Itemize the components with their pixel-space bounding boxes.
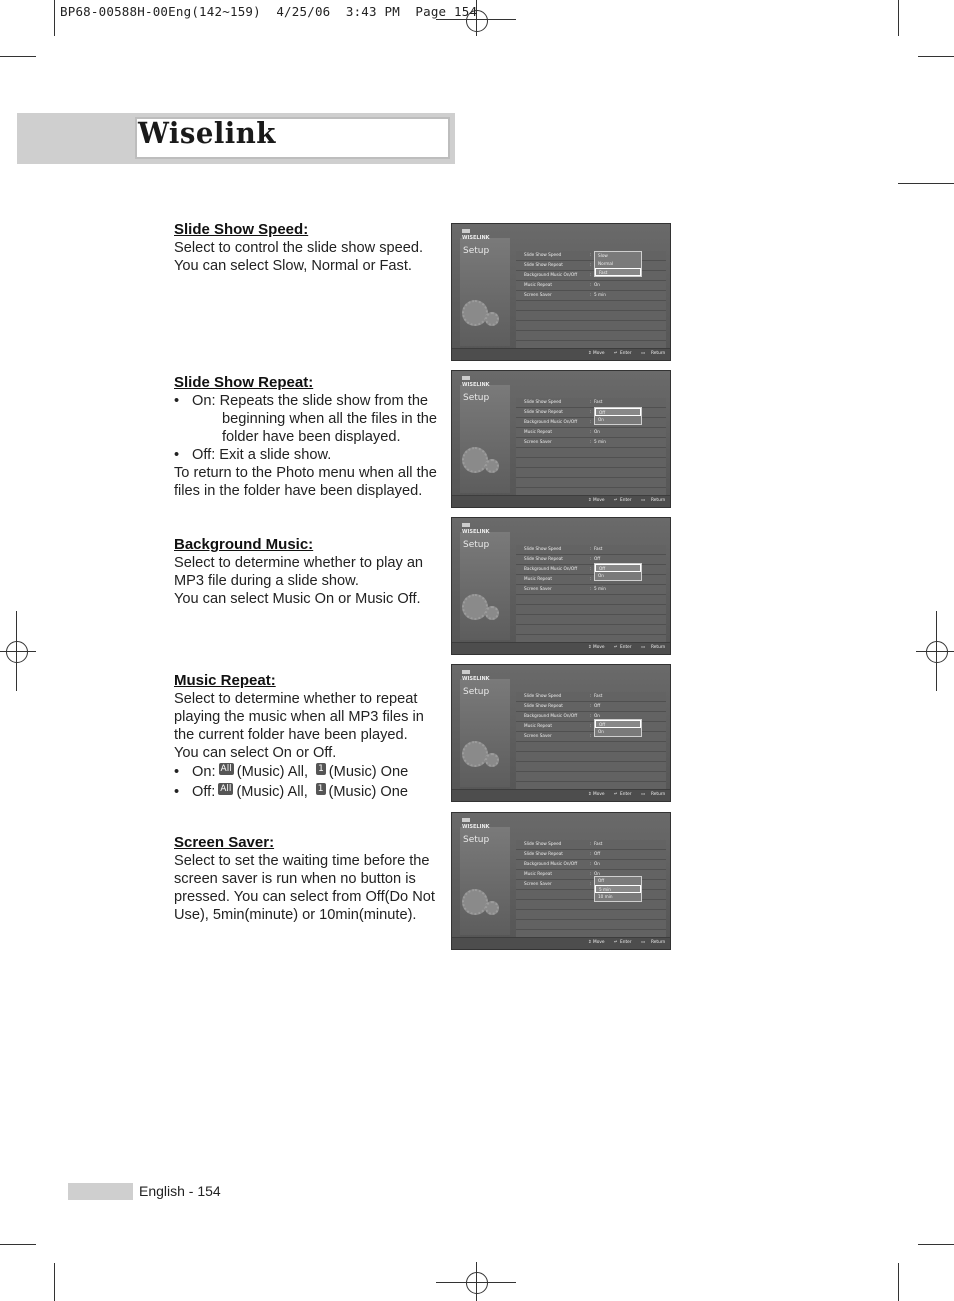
menu-row [516, 555, 666, 565]
menu-row-label: Music Repeat [524, 429, 552, 434]
menu-row [516, 870, 666, 880]
enter-label: Enter [620, 645, 632, 650]
menu-blank-row [516, 910, 666, 920]
menu-row-label: Background Music On/Off [524, 713, 578, 718]
popup-option: Slow [598, 253, 608, 258]
menu-blank-row [516, 762, 666, 772]
enter-icon: ↵ [614, 792, 618, 797]
popup-option: Off [595, 564, 641, 572]
menu-row [516, 722, 666, 732]
section-text: Select to control the slide show speed. [174, 240, 424, 256]
menu-row [516, 585, 666, 595]
menu-row-colon: : [590, 272, 592, 277]
section-text: playing the music when all MP3 files in [174, 709, 424, 725]
popup-option: On [598, 729, 604, 734]
enter-label: Enter [620, 940, 632, 945]
menu-row-colon: : [590, 713, 592, 718]
menu-blank-row [516, 900, 666, 910]
menu-row-value: Off [594, 556, 601, 561]
menu-row-value: On [594, 713, 600, 718]
tv-bottom-bar [452, 789, 670, 801]
menu-row-colon: : [590, 409, 592, 414]
menu-row-label: Slide Show Speed [524, 841, 562, 846]
menu-row-label: Slide Show Speed [524, 399, 562, 404]
music-one-text: (Music) One [328, 764, 409, 780]
menu-row-colon: : [590, 703, 592, 708]
return-icon: ▭ [641, 351, 646, 356]
footer-bar [68, 1183, 133, 1200]
bullet-continuation: folder have been displayed. [222, 429, 401, 445]
music-all-text: (Music) All, [236, 784, 308, 800]
section-text: screen saver is run when no button is [174, 871, 416, 887]
repeat-all-on-icon: All [220, 764, 232, 774]
move-label: Move [593, 351, 605, 356]
page-title: Wiselink [138, 116, 276, 150]
music-one-text: (Music) One [328, 784, 408, 800]
menu-row [516, 692, 666, 702]
move-icon: ⇕ [588, 645, 592, 650]
menu-row-colon: : [590, 861, 592, 866]
setup-label: Setup [463, 246, 490, 256]
menu-row-colon: : [590, 586, 592, 591]
menu-row-label: Music Repeat [524, 576, 552, 581]
menu-row-colon: : [590, 576, 592, 581]
enter-icon: ↵ [614, 940, 618, 945]
tv-bottom-bar [452, 642, 670, 654]
section-slide-show-repeat [174, 374, 446, 500]
return-icon: ▭ [641, 498, 646, 503]
setup-label: Setup [463, 540, 490, 550]
menu-row-label: Slide Show Repeat [524, 851, 563, 856]
wiselink-logo-icon [462, 376, 470, 380]
option-popup [594, 719, 642, 737]
menu-row-value: Fast [594, 693, 603, 698]
menu-row [516, 850, 666, 860]
wiselink-logo: WISELINK [462, 235, 490, 241]
menu-row [516, 398, 666, 408]
popup-option: Off [595, 720, 641, 728]
menu-row-label: Screen Saver [524, 586, 552, 591]
tv-setup-screen [451, 223, 671, 361]
menu-blank-row [516, 752, 666, 762]
off-label: Off: [192, 784, 216, 800]
popup-option: Off [595, 408, 641, 416]
menu-blank-row [516, 625, 666, 635]
move-icon: ⇕ [588, 792, 592, 797]
menu-row-label: Slide Show Repeat [524, 703, 563, 708]
enter-icon: ↵ [614, 351, 618, 356]
wiselink-logo: WISELINK [462, 529, 490, 535]
enter-label: Enter [620, 351, 632, 356]
enter-icon: ↵ [614, 498, 618, 503]
menu-row-value: Fast [594, 546, 603, 551]
menu-row-label: Slide Show Speed [524, 693, 562, 698]
option-popup [594, 407, 642, 425]
tv-bottom-bar [452, 937, 670, 949]
wiselink-logo-icon [462, 818, 470, 822]
menu-row-colon: : [590, 429, 592, 434]
menu-row-label: Music Repeat [524, 871, 552, 876]
section-text: You can select Music On or Music Off. [174, 591, 421, 607]
menu-row-label: Slide Show Repeat [524, 556, 563, 561]
menu-row-value: Off [594, 703, 601, 708]
menu-row [516, 291, 666, 301]
move-label: Move [593, 940, 605, 945]
gear-icon [462, 300, 488, 326]
menu-row-label: Background Music On/Off [524, 272, 578, 277]
menu-blank-row [516, 772, 666, 782]
setup-menu [516, 840, 666, 950]
menu-row-colon: : [590, 546, 592, 551]
return-label: Return [651, 940, 666, 945]
gear-icon [485, 312, 499, 326]
menu-row-value: 5 min [594, 439, 606, 444]
section-text: To return to the Photo menu when all the [174, 465, 437, 481]
setup-menu [516, 692, 666, 802]
return-label: Return [651, 351, 666, 356]
menu-row [516, 261, 666, 271]
section-background-music [174, 536, 446, 608]
section-text: Select to set the waiting time before the [174, 853, 430, 869]
menu-row-colon: : [590, 399, 592, 404]
popup-option: 10 min [598, 894, 613, 899]
bullet-continuation: beginning when all the files in the [222, 411, 438, 427]
gear-icon [462, 594, 488, 620]
section-text: You can select On or Off. [174, 745, 337, 761]
enter-icon: ↵ [614, 645, 618, 650]
menu-row-label: Screen Saver [524, 292, 552, 297]
menu-row-label: Slide Show Repeat [524, 262, 563, 267]
setup-label: Setup [463, 835, 490, 845]
menu-row-label: Screen Saver [524, 733, 552, 738]
menu-row-label: Slide Show Repeat [524, 409, 563, 414]
menu-row [516, 251, 666, 261]
popup-option: On [598, 573, 604, 578]
menu-row-colon: : [590, 556, 592, 561]
popup-option: Fast [595, 268, 641, 276]
menu-blank-row [516, 458, 666, 468]
menu-row-colon: : [590, 733, 592, 738]
section-text: You can select Slow, Normal or Fast. [174, 258, 412, 274]
section-music-repeat [174, 672, 449, 801]
menu-row-colon: : [590, 439, 592, 444]
move-icon: ⇕ [588, 940, 592, 945]
menu-row-value: On [594, 429, 600, 434]
section-text: MP3 file during a slide show. [174, 573, 359, 589]
menu-row-value: 5 min [594, 292, 606, 297]
option-popup [594, 251, 642, 277]
menu-row [516, 880, 666, 890]
wiselink-logo: WISELINK [462, 824, 490, 830]
menu-blank-row [516, 605, 666, 615]
gear-icon [485, 606, 499, 620]
menu-blank-row [516, 920, 666, 930]
menu-row-colon: : [590, 419, 592, 424]
repeat-all-off-icon: All [220, 784, 232, 794]
menu-row [516, 575, 666, 585]
menu-row [516, 545, 666, 555]
on-label: On: [192, 764, 216, 780]
page-number: English - 154 [139, 1183, 221, 1199]
section-slide-show-speed [174, 221, 446, 275]
gear-icon [462, 447, 488, 473]
return-label: Return [651, 792, 666, 797]
gear-icon [485, 753, 499, 767]
bullet-text: On: Repeats the slide show from the [192, 393, 429, 409]
setup-menu [516, 251, 666, 361]
menu-row-colon: : [590, 292, 592, 297]
menu-row [516, 702, 666, 712]
menu-row-colon: : [590, 693, 592, 698]
menu-row-colon: : [590, 262, 592, 267]
wiselink-logo: WISELINK [462, 382, 490, 388]
menu-row-colon: : [590, 723, 592, 728]
gear-icon [485, 901, 499, 915]
setup-menu [516, 398, 666, 508]
section-text: the current folder have been played. [174, 727, 408, 743]
menu-row-colon: : [590, 851, 592, 856]
tv-bottom-bar [452, 348, 670, 360]
menu-row-colon: : [590, 871, 592, 876]
menu-row [516, 408, 666, 418]
option-popup [594, 876, 642, 902]
menu-row-label: Background Music On/Off [524, 419, 578, 424]
return-label: Return [651, 645, 666, 650]
tv-bottom-bar [452, 495, 670, 507]
menu-row-colon: : [590, 881, 592, 886]
menu-row-value: On [594, 282, 600, 287]
menu-row-label: Background Music On/Off [524, 566, 578, 571]
menu-row [516, 438, 666, 448]
menu-blank-row [516, 301, 666, 311]
repeat-one-on-icon: 1 [318, 764, 324, 774]
music-all-text: (Music) All, [236, 764, 309, 780]
menu-row-colon: : [590, 841, 592, 846]
menu-row [516, 428, 666, 438]
move-label: Move [593, 645, 605, 650]
menu-row-label: Screen Saver [524, 881, 552, 886]
menu-row [516, 860, 666, 870]
setup-menu [516, 545, 666, 655]
return-icon: ▭ [641, 792, 646, 797]
menu-blank-row [516, 331, 666, 341]
menu-row-value: Fast [594, 399, 603, 404]
menu-blank-row [516, 321, 666, 331]
print-header: BP68-00588H-00Eng(142~159) 4/25/06 3:43 PM Page 154 [60, 4, 478, 19]
wiselink-logo-icon [462, 670, 470, 674]
menu-row-value: Fast [594, 841, 603, 846]
option-popup [594, 563, 642, 581]
tv-setup-screen [451, 812, 671, 950]
popup-option: Off [598, 878, 605, 883]
menu-row-label: Background Music On/Off [524, 861, 578, 866]
menu-row-label: Slide Show Speed [524, 252, 562, 257]
enter-label: Enter [620, 792, 632, 797]
section-screen-saver [174, 834, 446, 924]
move-label: Move [593, 498, 605, 503]
section-text: Select to determine whether to play an [174, 555, 424, 571]
menu-blank-row [516, 478, 666, 488]
menu-row-label: Music Repeat [524, 282, 552, 287]
section-heading: Screen Saver: [174, 834, 275, 851]
wiselink-logo-icon [462, 523, 470, 527]
section-heading: Slide Show Repeat: [174, 374, 314, 391]
popup-option: Normal [598, 261, 614, 266]
menu-blank-row [516, 468, 666, 478]
section-text: pressed. You can select from Off(Do Not [174, 889, 435, 905]
gear-icon [485, 459, 499, 473]
popup-option: 5 min [595, 885, 641, 893]
menu-row-value: Off [594, 851, 601, 856]
menu-blank-row [516, 311, 666, 321]
tv-setup-screen [451, 517, 671, 655]
bullet-text: Off: Exit a slide show. [192, 447, 332, 463]
menu-blank-row [516, 615, 666, 625]
popup-option: On [598, 417, 604, 422]
setup-label: Setup [463, 687, 490, 697]
menu-row [516, 565, 666, 575]
tv-setup-screen [451, 664, 671, 802]
wiselink-logo-icon [462, 229, 470, 233]
return-label: Return [651, 498, 666, 503]
menu-row-value: On [594, 861, 600, 866]
menu-row-colon: : [590, 566, 592, 571]
move-label: Move [593, 792, 605, 797]
section-heading: Slide Show Speed: [174, 221, 309, 238]
bullet-item-on: • On: All (Music) All, 1 (Music) One [174, 764, 409, 780]
menu-row [516, 281, 666, 291]
menu-row-value: 5 min [594, 586, 606, 591]
menu-row [516, 712, 666, 722]
menu-blank-row [516, 448, 666, 458]
return-icon: ▭ [641, 940, 646, 945]
menu-blank-row [516, 595, 666, 605]
repeat-one-off-icon: 1 [317, 784, 324, 794]
move-icon: ⇕ [588, 351, 592, 356]
enter-label: Enter [620, 498, 632, 503]
setup-label: Setup [463, 393, 490, 403]
section-text: Use), 5min(minute) or 10min(minute). [174, 907, 417, 923]
menu-row-colon: : [590, 252, 592, 257]
menu-row-value: On [594, 871, 600, 876]
move-icon: ⇕ [588, 498, 592, 503]
menu-row [516, 840, 666, 850]
menu-row-label: Music Repeat [524, 723, 552, 728]
menu-blank-row [516, 742, 666, 752]
menu-row-label: Screen Saver [524, 439, 552, 444]
menu-row-colon: : [590, 282, 592, 287]
bullet-item-off: • Off: All (Music) All, 1 (Music) One [174, 784, 408, 800]
menu-row [516, 271, 666, 281]
gear-icon [462, 741, 488, 767]
menu-row [516, 732, 666, 742]
section-heading: Music Repeat: [174, 672, 276, 689]
bullet-item: • Off: Exit a slide show. [174, 447, 332, 463]
tv-setup-screen [451, 370, 671, 508]
bullet-item: • On: Repeats the slide show from the [174, 393, 429, 409]
section-text: Select to determine whether to repeat [174, 691, 418, 707]
gear-icon [462, 889, 488, 915]
section-text: files in the folder have been displayed. [174, 483, 423, 499]
menu-blank-row [516, 890, 666, 900]
menu-row-label: Slide Show Speed [524, 546, 562, 551]
section-heading: Background Music: [174, 536, 314, 553]
wiselink-logo: WISELINK [462, 676, 490, 682]
return-icon: ▭ [641, 645, 646, 650]
menu-row [516, 418, 666, 428]
